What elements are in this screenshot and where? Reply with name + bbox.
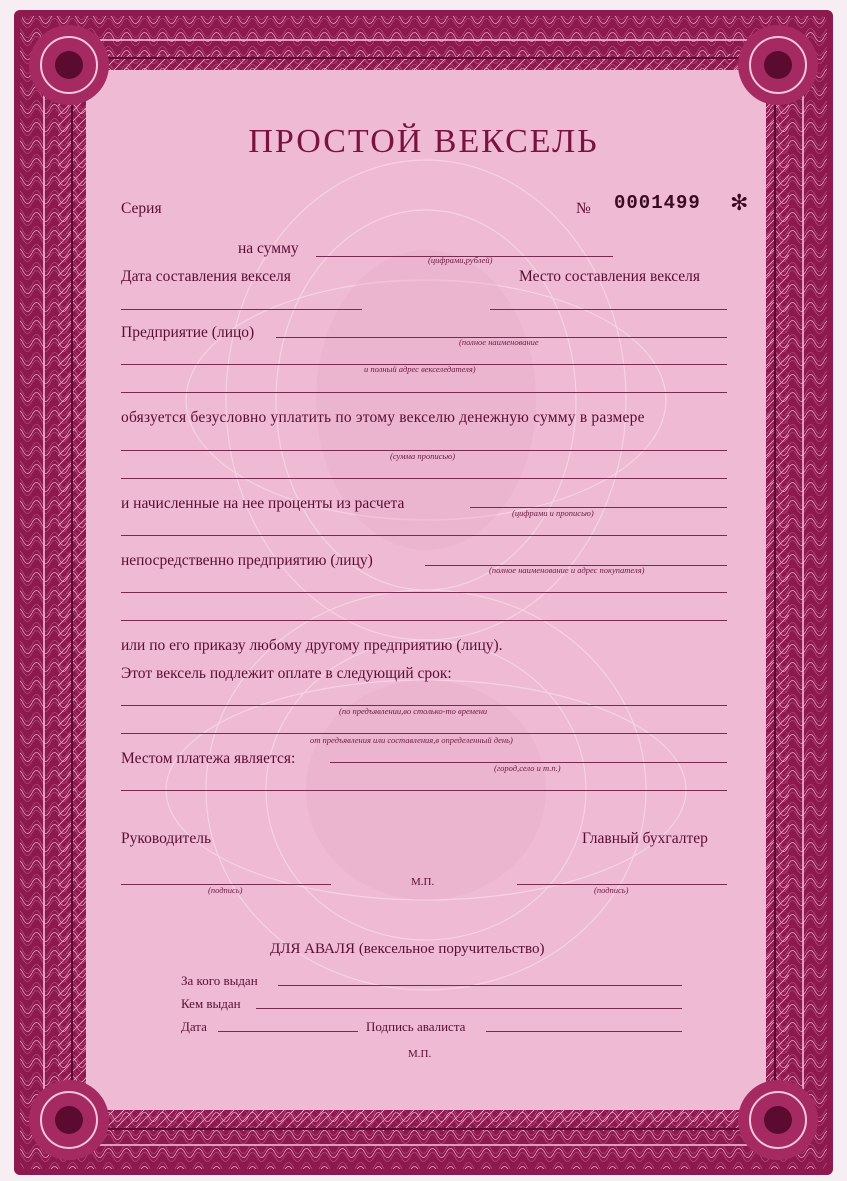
corner-ornament-bottom-left — [14, 1065, 124, 1175]
sum-label: на сумму — [238, 240, 299, 257]
payment-place-hint: (город,село и т.п.) — [494, 763, 561, 773]
seal-label: М.П. — [411, 876, 435, 888]
series-label: Серия — [121, 200, 162, 217]
corner-ornament-bottom-right — [723, 1065, 833, 1175]
enterprise-hint-2: и полный адрес векселедателя) — [364, 364, 476, 374]
place-label: Место составления векселя — [519, 268, 701, 285]
number-label: № — [576, 200, 591, 217]
term-hint-1: (по предъявлении,во столько-то времени — [339, 706, 488, 716]
order-text: или по его приказу любому другому предприятию (лицу). — [121, 637, 503, 654]
star-mark-icon: ✻ — [730, 190, 749, 215]
aval-date-field[interactable] — [218, 1031, 358, 1032]
interest-hint: (цифрами и прописью) — [512, 508, 594, 518]
aval-seal-label: М.П. — [408, 1048, 432, 1060]
interest-label: и начисленные на нее проценты из расчета — [121, 495, 405, 512]
obligation-text: обязуется безусловно уплатить по этому векселю денежную сумму в размере — [121, 409, 645, 426]
serial-number: 0001499 — [614, 192, 701, 214]
aval-sign-field[interactable] — [486, 1031, 682, 1032]
accountant-label: Главный бухгалтер — [582, 830, 708, 847]
document-title: ПРОСТОЙ ВЕКСЕЛЬ — [248, 123, 599, 160]
term-field-line-2[interactable] — [121, 733, 727, 734]
amount-hint: (сумма прописью) — [390, 451, 456, 461]
interest-field-line-2[interactable] — [121, 535, 727, 536]
aval-by-field[interactable] — [256, 1008, 682, 1009]
aval-by-label: Кем выдан — [181, 996, 241, 1011]
payment-place-field-line-2[interactable] — [121, 790, 727, 791]
payee-field-line-3[interactable] — [121, 620, 727, 621]
place-field[interactable] — [490, 309, 727, 310]
term-hint-2: от предъявления или составления,в определенный день) — [310, 735, 513, 745]
aval-title: ДЛЯ АВАЛЯ (вексельное поручительство) — [270, 941, 545, 957]
payee-field-line-2[interactable] — [121, 592, 727, 593]
accountant-signature-hint: (подпись) — [594, 885, 629, 895]
enterprise-field-line-3[interactable] — [121, 392, 727, 393]
payee-hint: (полное наименование и адрес покупателя) — [489, 565, 645, 575]
aval-date-label: Дата — [181, 1019, 207, 1034]
payee-label: непосредственно предприятию (лицу) — [121, 552, 373, 569]
interest-field[interactable] — [470, 507, 727, 508]
enterprise-hint-1: (полное наименование — [459, 337, 539, 347]
director-signature-hint: (подпись) — [208, 885, 243, 895]
corner-ornament-top-left — [14, 10, 124, 120]
aval-sign-label: Подпись авалиста — [366, 1019, 466, 1034]
corner-ornament-top-right — [723, 10, 833, 120]
sum-hint: (цифрами,рублей) — [428, 255, 493, 265]
aval-for-field[interactable] — [278, 985, 682, 986]
payment-place-label: Местом платежа является: — [121, 750, 296, 767]
amount-field-line-2[interactable] — [121, 478, 727, 479]
director-label: Руководитель — [121, 830, 212, 847]
aval-for-label: За кого выдан — [181, 973, 258, 988]
date-label: Дата составления векселя — [121, 268, 291, 285]
enterprise-label: Предприятие (лицо) — [121, 324, 255, 341]
date-field[interactable] — [121, 309, 362, 310]
term-text: Этот вексель подлежит оплате в следующий срок: — [121, 665, 452, 682]
